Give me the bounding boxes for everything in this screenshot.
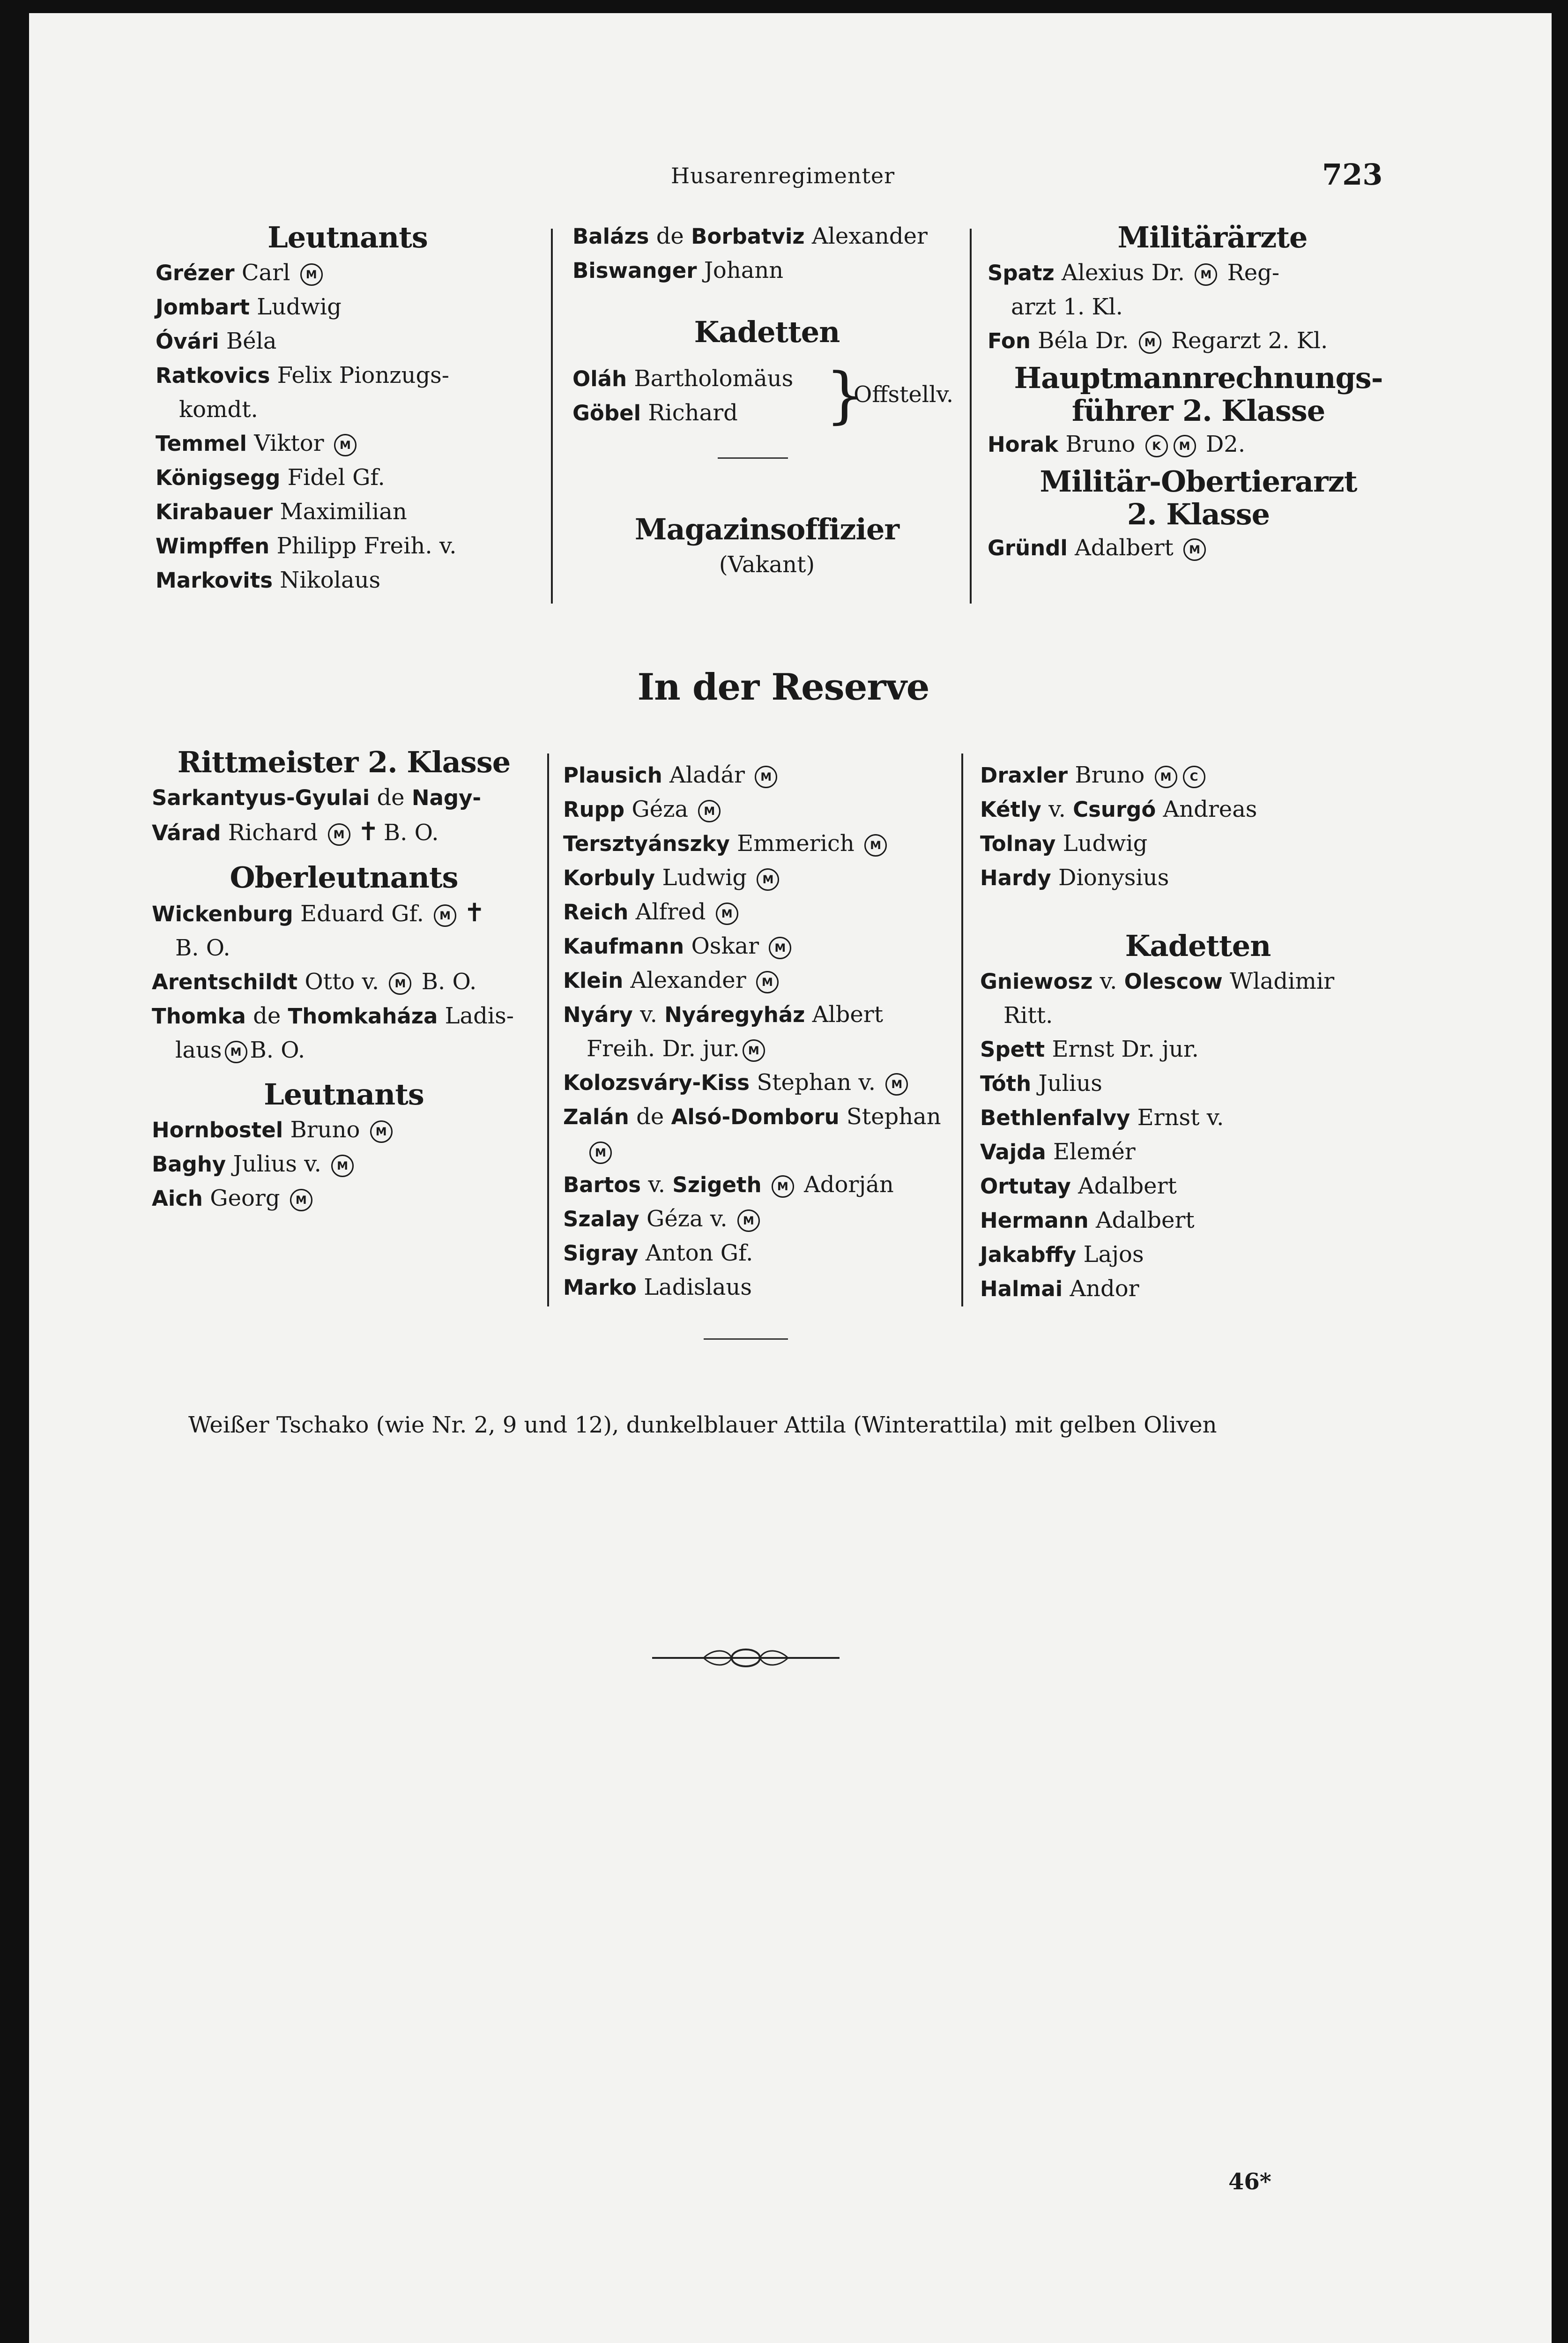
given-name: Oskar bbox=[691, 933, 759, 959]
running-title: Husarenregimenter bbox=[671, 163, 895, 188]
reserve-officer-list bbox=[980, 758, 1416, 895]
given-name: Géza v. bbox=[646, 1206, 728, 1232]
surname: Bartos bbox=[563, 1172, 641, 1197]
officer-entry bbox=[563, 929, 957, 963]
predicate-name: Thomkaháza bbox=[288, 1004, 438, 1029]
order-mark-icon: M bbox=[743, 1039, 765, 1062]
surname: Kaufmann bbox=[563, 934, 684, 959]
given-name: Bruno bbox=[290, 1117, 360, 1143]
officer-entry-continued bbox=[152, 815, 536, 850]
order-mark-icon: M bbox=[1155, 766, 1177, 788]
surname: Várad bbox=[152, 821, 221, 845]
given-name: Anton Gf. bbox=[645, 1240, 753, 1266]
surname: Arentschildt bbox=[152, 970, 298, 994]
given-name: Emmerich bbox=[737, 830, 855, 857]
order-mark-icon: M bbox=[1174, 435, 1196, 457]
officer-entry bbox=[572, 219, 961, 254]
surname: Königsegg bbox=[156, 465, 281, 490]
given-name: Alexius Dr. bbox=[1061, 260, 1185, 286]
detail-text: Reg- bbox=[1227, 260, 1280, 286]
detail-text: Ladis- bbox=[445, 1003, 514, 1029]
order-mark-icon: M bbox=[331, 1155, 354, 1177]
officer-entry bbox=[980, 1272, 1416, 1306]
detail-text: B. O. bbox=[383, 820, 439, 846]
cross-icon: ✝ bbox=[464, 898, 485, 927]
surname: Oláh bbox=[572, 366, 627, 391]
predicate-name: Nagy- bbox=[411, 785, 482, 810]
tierarzt-list bbox=[988, 531, 1409, 565]
officer-entry bbox=[156, 563, 540, 597]
given-name: Ernst Dr. jur. bbox=[1052, 1036, 1199, 1062]
column-separator bbox=[547, 754, 549, 1306]
order-mark-icon: M bbox=[769, 937, 791, 959]
given-name: de bbox=[656, 223, 684, 249]
surname: Markovits bbox=[156, 568, 273, 593]
given-name: Adalbert bbox=[1095, 1207, 1195, 1233]
officer-entry bbox=[563, 1202, 957, 1236]
order-mark-icon: M bbox=[290, 1189, 312, 1211]
given-name: Julius bbox=[1038, 1070, 1102, 1097]
given-name: Eduard Gf. bbox=[300, 901, 424, 927]
officer-entry-continued bbox=[152, 931, 536, 965]
order-mark-icon: M bbox=[1183, 538, 1206, 561]
top-column-1 bbox=[156, 219, 540, 597]
surname: Spatz bbox=[988, 261, 1055, 285]
section-heading-kadetten: Kadetten bbox=[694, 315, 840, 349]
surname: Tersztyánszky bbox=[563, 831, 730, 856]
given-name: Carl bbox=[241, 260, 290, 286]
officer-entry-continued bbox=[152, 1033, 536, 1067]
surname: Szalay bbox=[563, 1207, 639, 1231]
given-name: Julius v. bbox=[233, 1151, 321, 1177]
officer-entry bbox=[156, 358, 540, 393]
given-name: Lajos bbox=[1083, 1241, 1144, 1268]
given-name: Aladár bbox=[669, 762, 745, 788]
surname: Hornbostel bbox=[152, 1118, 283, 1142]
given-name: Béla Dr. bbox=[1038, 328, 1129, 354]
surname: Vajda bbox=[980, 1140, 1046, 1164]
section-heading-oberleutnants: Oberleutnants bbox=[230, 860, 458, 895]
aerzte-list bbox=[988, 256, 1409, 358]
column-separator bbox=[961, 754, 963, 1306]
surname: Ratkovics bbox=[156, 363, 270, 388]
surname: Grézer bbox=[156, 261, 235, 285]
reserve-column-1 bbox=[152, 744, 536, 1216]
officer-entry bbox=[563, 758, 957, 792]
given-name: Bruno bbox=[1065, 431, 1136, 457]
order-mark-icon: M bbox=[698, 800, 721, 822]
surname: Gründl bbox=[988, 536, 1068, 560]
officer-entry bbox=[156, 256, 540, 290]
officer-entry-continued bbox=[980, 999, 1416, 1032]
section-heading-magazinsoffizier: Magazinsoffizier bbox=[634, 512, 899, 546]
given-name: v. bbox=[1100, 968, 1117, 994]
cross-icon: ✝ bbox=[357, 817, 379, 846]
given-name: Géza bbox=[632, 796, 689, 822]
given-name: de bbox=[377, 784, 405, 811]
rechnung-list bbox=[988, 427, 1409, 462]
heading-line: führer 2. Klasse bbox=[1071, 394, 1325, 428]
order-mark-icon: M bbox=[864, 834, 887, 857]
officer-entry bbox=[152, 896, 536, 931]
page bbox=[29, 13, 1552, 2343]
detail-text: arzt 1. Kl. bbox=[1011, 294, 1123, 320]
brace-icon: } bbox=[825, 359, 864, 431]
officer-entry bbox=[988, 531, 1409, 565]
detail-text: B. O. bbox=[175, 935, 230, 961]
surname: Spett bbox=[980, 1037, 1045, 1062]
officer-entry bbox=[563, 861, 957, 895]
given-name: Bruno bbox=[1075, 762, 1145, 788]
section-heading-leutnants: Leutnants bbox=[268, 220, 428, 254]
detail-text: Andreas bbox=[1163, 796, 1257, 822]
rittmeister-list bbox=[152, 781, 536, 850]
officer-entry bbox=[563, 1168, 957, 1202]
given-name: Georg bbox=[210, 1185, 280, 1211]
given-name: Otto v. bbox=[305, 969, 379, 995]
order-mark-icon: M bbox=[737, 1209, 760, 1232]
surname: Draxler bbox=[980, 763, 1068, 788]
surname: Fon bbox=[988, 328, 1031, 353]
section-heading-militaeraerzte: Militärärzte bbox=[1117, 220, 1308, 254]
given-name: Viktor bbox=[254, 430, 324, 456]
officer-entry-continued bbox=[988, 290, 1409, 324]
surname: Marko bbox=[563, 1275, 637, 1300]
surname: Horak bbox=[988, 432, 1059, 457]
detail-text: Alexander bbox=[811, 223, 928, 249]
surname: Wimpffen bbox=[156, 534, 270, 559]
detail-text: Stephan bbox=[846, 1104, 941, 1130]
detail-text: Wladimir bbox=[1230, 968, 1335, 994]
surname: Tóth bbox=[980, 1071, 1032, 1096]
top-column-2 bbox=[572, 219, 961, 582]
surname: Bethlenfalvy bbox=[980, 1105, 1130, 1130]
officer-entry bbox=[563, 963, 957, 998]
officer-entry bbox=[980, 1067, 1416, 1101]
officer-entry bbox=[563, 998, 957, 1032]
surname: Biswanger bbox=[572, 258, 697, 283]
surname: Sarkantyus-Gyulai bbox=[152, 785, 370, 810]
officer-entry bbox=[563, 792, 957, 827]
page-number: 723 bbox=[1322, 157, 1383, 192]
given-name: Ludwig bbox=[662, 865, 747, 891]
surname: Jakabffy bbox=[980, 1242, 1077, 1267]
section-heading-kadetten: Kadetten bbox=[1125, 929, 1271, 963]
heading-line: 2. Klasse bbox=[1127, 497, 1270, 531]
given-name: de bbox=[636, 1104, 664, 1130]
officer-entry bbox=[988, 256, 1409, 290]
detail-text: komdt. bbox=[179, 396, 258, 423]
officer-entry bbox=[563, 895, 957, 929]
officer-entry bbox=[156, 529, 540, 563]
surname: Kétly bbox=[980, 797, 1041, 822]
kadetten-group bbox=[572, 359, 961, 431]
column-separator bbox=[970, 229, 972, 604]
surname: Kolozsváry-Kiss bbox=[563, 1070, 750, 1095]
reserve-heading: In der Reserve bbox=[637, 666, 929, 709]
surname: Sigray bbox=[563, 1241, 639, 1266]
given-name: Ernst v. bbox=[1137, 1104, 1224, 1131]
kadetten-list bbox=[980, 964, 1416, 1306]
section-heading-rechnungsfuehrer bbox=[988, 362, 1409, 427]
order-mark-icon: M bbox=[589, 1142, 612, 1164]
given-name: Andor bbox=[1070, 1276, 1139, 1302]
kadetten-note: Offstellv. bbox=[854, 381, 954, 408]
detail-text: Freih. Dr. jur. bbox=[587, 1036, 740, 1062]
order-mark-icon: M bbox=[370, 1120, 393, 1143]
top-column-3 bbox=[988, 219, 1409, 565]
order-mark-icon: C bbox=[1183, 766, 1205, 788]
detail-text: Albert bbox=[812, 1001, 883, 1028]
order-mark-icon: M bbox=[225, 1041, 247, 1063]
given-name: Stephan v. bbox=[757, 1069, 876, 1096]
given-name: Ludwig bbox=[1063, 830, 1148, 857]
magazin-value: (Vakant) bbox=[719, 552, 815, 578]
officer-entry bbox=[988, 324, 1409, 358]
given-name: Richard bbox=[648, 400, 738, 426]
given-name: v. bbox=[648, 1172, 666, 1198]
order-mark-icon: M bbox=[1139, 331, 1161, 354]
officer-entry bbox=[980, 861, 1416, 895]
detail-text: Ritt. bbox=[1003, 1002, 1053, 1029]
given-name: Richard bbox=[228, 820, 318, 846]
surname: Gniewosz bbox=[980, 969, 1093, 994]
given-name: Alfred bbox=[635, 899, 706, 925]
order-mark-icon: M bbox=[757, 868, 779, 891]
given-name: Adalbert bbox=[1078, 1173, 1177, 1199]
given-name: Johann bbox=[704, 257, 784, 284]
officer-entry bbox=[988, 427, 1409, 462]
given-name: Felix Pionzugs- bbox=[277, 362, 450, 388]
given-name: Ludwig bbox=[257, 294, 342, 320]
officer-entry bbox=[563, 1270, 957, 1305]
surname: Hermann bbox=[980, 1208, 1089, 1233]
reserve-officer-list bbox=[563, 758, 957, 1305]
given-name: Fidel Gf. bbox=[287, 464, 385, 491]
officer-entry bbox=[563, 1236, 957, 1270]
officer-entry-continued bbox=[563, 1032, 957, 1066]
ornament-divider-icon bbox=[647, 1644, 844, 1672]
given-name: Adalbert bbox=[1075, 535, 1174, 561]
surname: Óvári bbox=[156, 329, 219, 354]
order-mark-icon: M bbox=[885, 1073, 908, 1096]
officer-entry bbox=[980, 1238, 1416, 1272]
predicate-name: Csurgó bbox=[1073, 797, 1156, 822]
column-separator bbox=[551, 229, 553, 604]
leutnants-list bbox=[156, 256, 540, 597]
given-name: Bartholomäus bbox=[634, 366, 794, 392]
given-name: Dionysius bbox=[1058, 865, 1169, 891]
order-mark-icon: M bbox=[756, 971, 779, 993]
officer-entry bbox=[152, 1147, 536, 1181]
officer-entry bbox=[156, 324, 540, 358]
officer-entry bbox=[980, 1135, 1416, 1169]
officer-entry bbox=[572, 254, 961, 288]
surname: Reich bbox=[563, 900, 629, 925]
officer-entry bbox=[980, 1169, 1416, 1203]
predicate-name: Nyáregyház bbox=[664, 1002, 805, 1027]
signature-mark: 46* bbox=[1228, 2169, 1271, 2195]
surname: Jombart bbox=[156, 295, 250, 320]
detail-text: Regarzt 2. Kl. bbox=[1171, 328, 1328, 354]
section-heading-leutnants: Leutnants bbox=[264, 1077, 424, 1112]
predicate-name: Borbatviz bbox=[691, 224, 805, 249]
given-name: de bbox=[253, 1003, 281, 1029]
detail-text: B. O. bbox=[421, 969, 477, 995]
given-name: Elemér bbox=[1053, 1139, 1136, 1165]
officer-entry bbox=[152, 781, 536, 815]
officer-entry bbox=[152, 1113, 536, 1147]
officer-entry bbox=[152, 1181, 536, 1216]
given-name: Ladislaus bbox=[644, 1274, 752, 1300]
officer-list bbox=[572, 219, 961, 288]
surname: Wickenburg bbox=[152, 902, 293, 926]
order-mark-icon: K bbox=[1145, 435, 1168, 457]
surname: Aich bbox=[152, 1186, 203, 1211]
officer-entry bbox=[980, 964, 1416, 999]
leutnants-list bbox=[152, 1113, 536, 1216]
officer-entry bbox=[980, 827, 1416, 861]
surname: Balázs bbox=[572, 224, 649, 249]
officer-entry bbox=[156, 426, 540, 461]
surname: Ortutay bbox=[980, 1174, 1071, 1199]
order-mark-icon: M bbox=[772, 1175, 794, 1198]
surname: Klein bbox=[563, 968, 624, 993]
officer-entry bbox=[563, 1066, 957, 1100]
officer-entry bbox=[152, 999, 536, 1033]
order-mark-icon: M bbox=[755, 766, 777, 788]
reserve-column-3 bbox=[980, 758, 1416, 1306]
given-name: Nikolaus bbox=[280, 567, 381, 593]
surname: Plausich bbox=[563, 763, 662, 788]
officer-entry bbox=[980, 1101, 1416, 1135]
detail-text: D2. bbox=[1205, 431, 1246, 457]
surname: Nyáry bbox=[563, 1002, 633, 1027]
officer-entry bbox=[156, 461, 540, 495]
short-rule bbox=[718, 457, 788, 459]
officer-entry bbox=[980, 758, 1416, 792]
heading-line: Militär-Obertierarzt bbox=[1040, 464, 1357, 499]
short-rule bbox=[704, 1338, 788, 1340]
surname: Kirabauer bbox=[156, 500, 273, 524]
officer-entry bbox=[563, 1100, 957, 1134]
given-name: v. bbox=[640, 1001, 657, 1028]
officer-entry-continued bbox=[156, 393, 540, 426]
officer-entry bbox=[980, 1032, 1416, 1067]
order-mark-icon: M bbox=[1195, 263, 1217, 286]
given-name: Béla bbox=[226, 328, 277, 354]
order-mark-icon: M bbox=[434, 904, 456, 927]
officer-entry bbox=[156, 495, 540, 529]
predicate-name: Olescow bbox=[1124, 969, 1223, 994]
uniform-note: Weißer Tschako (wie Nr. 2, 9 und 12), dunkelblauer Attila (Winterattila) mit gelben Oliven bbox=[188, 1412, 1217, 1438]
surname: Temmel bbox=[156, 431, 247, 456]
section-heading-rittmeister: Rittmeister 2. Klasse bbox=[177, 745, 511, 779]
surname: Halmai bbox=[980, 1276, 1063, 1301]
officer-entry bbox=[980, 792, 1416, 827]
heading-line: Hauptmannrechnungs- bbox=[1014, 361, 1383, 395]
predicate-name: Szigeth bbox=[672, 1172, 762, 1197]
given-name: Maximilian bbox=[280, 499, 407, 525]
order-mark-icon: M bbox=[716, 903, 738, 925]
surname: Zalán bbox=[563, 1104, 629, 1129]
surname: Baghy bbox=[152, 1152, 226, 1177]
given-name: Alexander bbox=[630, 967, 746, 993]
surname: Thomka bbox=[152, 1004, 246, 1029]
officer-entry-continued bbox=[563, 1134, 957, 1168]
detail-text: laus bbox=[175, 1037, 222, 1063]
surname: Hardy bbox=[980, 866, 1051, 890]
oberleutnants-list bbox=[152, 896, 536, 1067]
order-mark-icon: M bbox=[300, 263, 323, 286]
surname: Tolnay bbox=[980, 831, 1056, 856]
order-mark-icon: M bbox=[334, 434, 357, 456]
officer-entry bbox=[563, 827, 957, 861]
given-name: Philipp Freih. v. bbox=[276, 533, 457, 559]
detail-text: B. O. bbox=[250, 1037, 305, 1063]
surname: Rupp bbox=[563, 797, 625, 822]
section-heading-obertierarzt bbox=[988, 465, 1409, 531]
officer-entry bbox=[152, 965, 536, 999]
given-name: v. bbox=[1048, 796, 1066, 822]
surname: Göbel bbox=[572, 401, 641, 425]
detail-text: Adorján bbox=[804, 1172, 894, 1198]
order-mark-icon: M bbox=[328, 823, 350, 846]
predicate-name: Alsó-Domboru bbox=[671, 1104, 840, 1129]
officer-entry bbox=[156, 290, 540, 324]
officer-entry bbox=[980, 1203, 1416, 1238]
order-mark-icon: M bbox=[389, 972, 411, 995]
reserve-column-2 bbox=[563, 758, 957, 1305]
surname: Korbuly bbox=[563, 866, 655, 890]
